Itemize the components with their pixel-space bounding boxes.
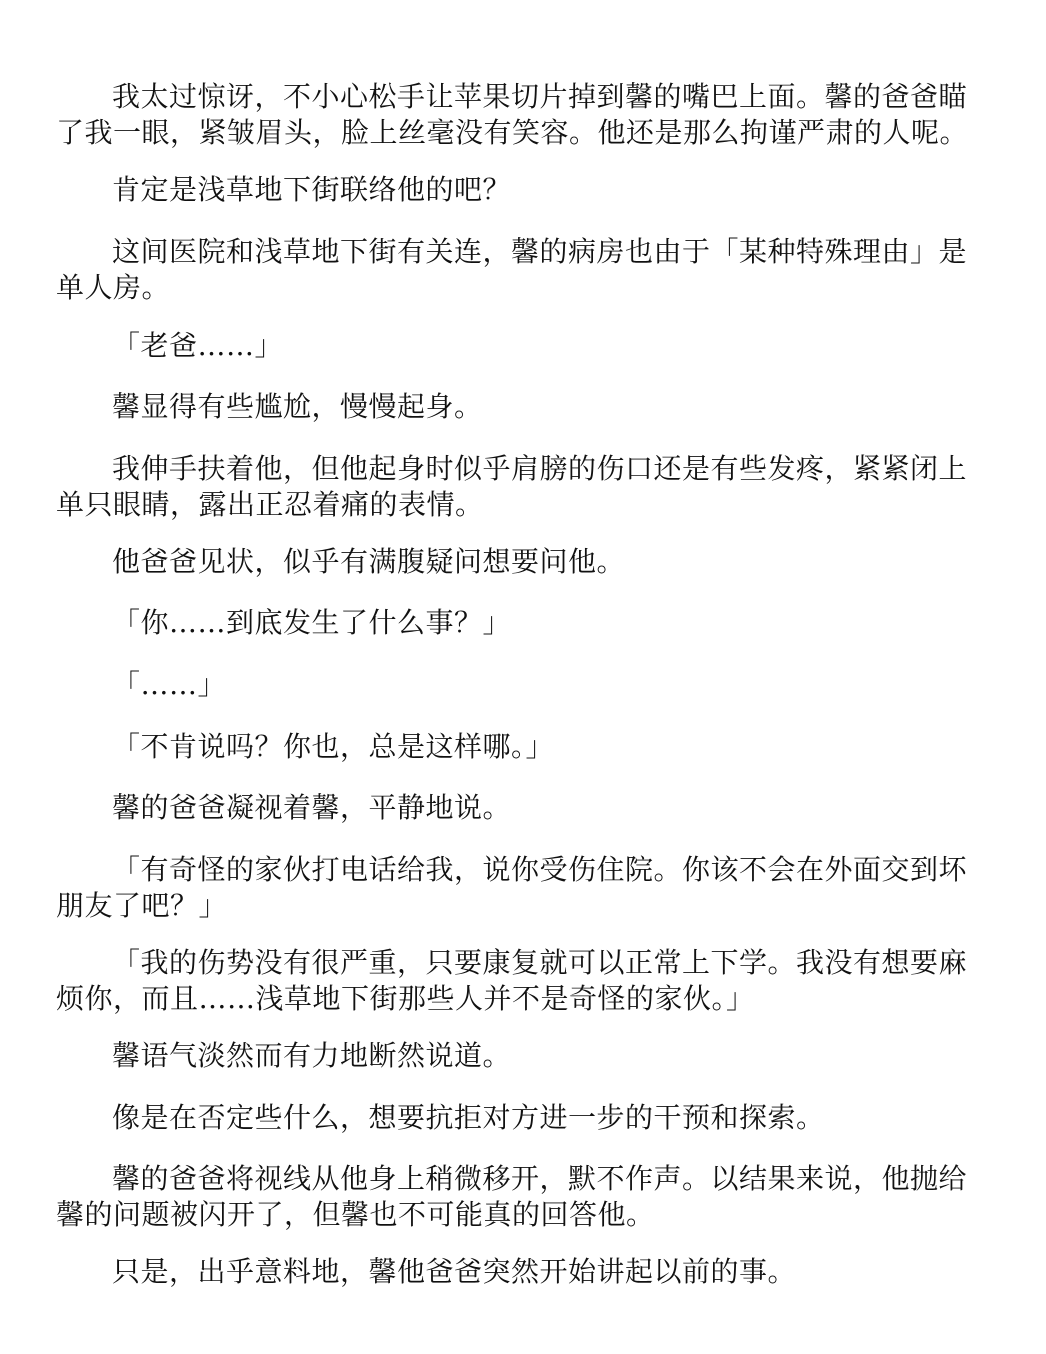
paragraph: 馨的爸爸将视线从他身上稍微移开，默不作声。以结果来说，他抛给馨的问题被闪开了，但馨也不可能真的回答他。 [56, 1162, 968, 1231]
paragraph: 我伸手扶着他，但他起身时似乎肩膀的伤口还是有些发疼，紧紧闭上单只眼睛，露出正忍着痛的表情。 [56, 452, 968, 521]
paragraph: 「老爸……」 [112, 329, 284, 362]
paragraph: 馨的爸爸凝视着馨，平静地说。 [112, 791, 512, 824]
paragraph: 「……」 [112, 668, 227, 701]
paragraph: 馨显得有些尴尬，慢慢起身。 [112, 390, 483, 423]
paragraph: 馨语气淡然而有力地断然说道。 [112, 1039, 512, 1072]
paragraph: 这间医院和浅草地下街有关连，馨的病房也由于「某种特殊理由」是单人房。 [56, 235, 968, 304]
paragraph: 他爸爸见状，似乎有满腹疑问想要问他。 [112, 545, 626, 578]
paragraph: 「不肯说吗？你也，总是这样哪。」 [112, 730, 555, 763]
paragraph: 肯定是浅草地下街联络他的吧？ [112, 173, 512, 206]
paragraph: 「我的伤势没有很严重，只要康复就可以正常上下学。我没有想要麻烦你，而且……浅草地下街那些人并不是奇怪的家伙。」 [56, 946, 968, 1015]
paragraph: 「有奇怪的家伙打电话给我，说你受伤住院。你该不会在外面交到坏朋友了吧？」 [56, 853, 968, 922]
paragraph: 只是，出乎意料地，馨他爸爸突然开始讲起以前的事。 [112, 1255, 797, 1288]
paragraph: 「你……到底发生了什么事？」 [112, 606, 512, 639]
paragraph: 像是在否定些什么，想要抗拒对方进一步的干预和探索。 [112, 1101, 825, 1134]
paragraph: 我太过惊讶，不小心松手让苹果切片掉到馨的嘴巴上面。馨的爸爸瞄了我一眼，紧皱眉头，脸上丝毫没有笑容。他还是那么拘谨严肃的人呢。 [56, 80, 969, 149]
